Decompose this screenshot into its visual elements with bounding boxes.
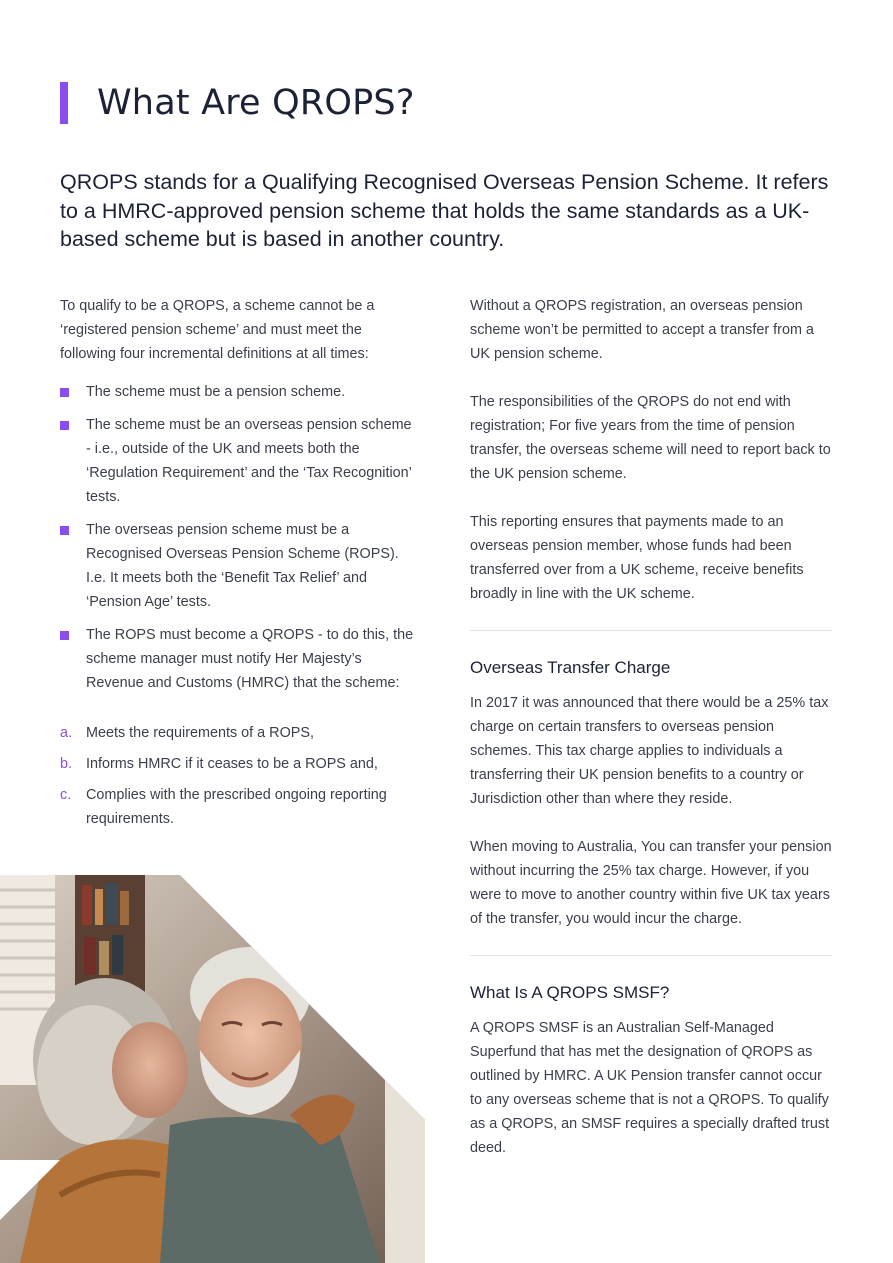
responsibilities-paragraph: The responsibilities of the QROPS do not end with registration; For five years from the time of pension transfer, the overseas scheme will need to report back to the UK pension scheme. — [470, 394, 831, 482]
transfer-charge-paragraph: In 2017 it was announced that there would be a 25% tax charge on certain transfers to overseas pension schemes. This tax charge applies to individuals a transferring their UK pension benefits to a country or Jurisdiction other than where they reside. — [470, 695, 829, 807]
square-bullet-icon — [60, 526, 69, 535]
definition-list — [60, 380, 420, 695]
title-accent-bar — [60, 82, 68, 124]
reporting-paragraph: This reporting ensures that payments made to an overseas pension member, whose funds had been transferred over from a UK scheme, receive benefits broadly in line with the UK scheme. — [470, 514, 804, 602]
square-bullet-icon — [60, 631, 69, 640]
list-item: c. Complies with the prescribed ongoing reporting requirements. — [60, 787, 387, 827]
intro-paragraph: QROPS stands for a Qualifying Recognised Overseas Pension Scheme. It refers to a HMRC-approved pension scheme that holds the same standards as a UK-based scheme but is based in another country. — [60, 170, 829, 251]
list-item: The overseas pension scheme must be a Recognised Overseas Pension Scheme (ROPS). I.e. It meets both the ‘Benefit Tax Relief’ and ‘Pension Age’ tests. — [60, 518, 420, 614]
requirement-sublist — [60, 721, 420, 831]
list-item: The scheme must be a pension scheme. — [60, 380, 420, 404]
smsf-paragraph: A QROPS SMSF is an Australian Self-Managed Superfund that has met the designation of QROPS as outlined by HMRC. A UK Pension transfer cannot occur to any overseas scheme that is not a QROPS. To qualify as a QROPS, an SMSF requires a specially drafted trust deed. — [470, 1020, 830, 1156]
elderly-couple-photo — [0, 875, 425, 1263]
australia-paragraph: When moving to Australia, You can transfer your pension without incurring the 25% tax charge. However, if you were to move to another country within five UK tax years of the transfer, you would incur the charge. — [470, 839, 832, 927]
list-item: The ROPS must become a QROPS - to do this, the scheme manager must notify Her Majesty’s Revenue and Customs (HMRC) that the scheme: — [60, 623, 420, 695]
right-column — [470, 294, 832, 1160]
left-column — [60, 294, 420, 838]
section-divider — [470, 955, 832, 956]
smsf-heading: What Is A QROPS SMSF? — [470, 983, 670, 1002]
square-bullet-icon — [60, 421, 69, 430]
square-bullet-icon — [60, 388, 69, 397]
qualify-lead: To qualify to be a QROPS, a scheme cannot be a ‘registered pension scheme’ and must meet the following four incremental definitions at all times: — [60, 298, 375, 362]
list-item: The scheme must be an overseas pension scheme - i.e., outside of the UK and meets both the ‘Regulation Requirement’ and the ‘Tax Recognition’ tests. — [60, 413, 420, 509]
section-divider — [470, 630, 832, 631]
transfer-charge-heading: Overseas Transfer Charge — [470, 658, 671, 677]
list-item: a. Meets the requirements of a ROPS, — [60, 725, 314, 741]
registration-paragraph: Without a QROPS registration, an overseas pension scheme won’t be permitted to accept a transfer from a UK pension scheme. — [470, 298, 814, 362]
page-title: What Are QROPS? — [97, 83, 415, 123]
list-item: b. Informs HMRC if it ceases to be a ROPS and, — [60, 756, 378, 772]
